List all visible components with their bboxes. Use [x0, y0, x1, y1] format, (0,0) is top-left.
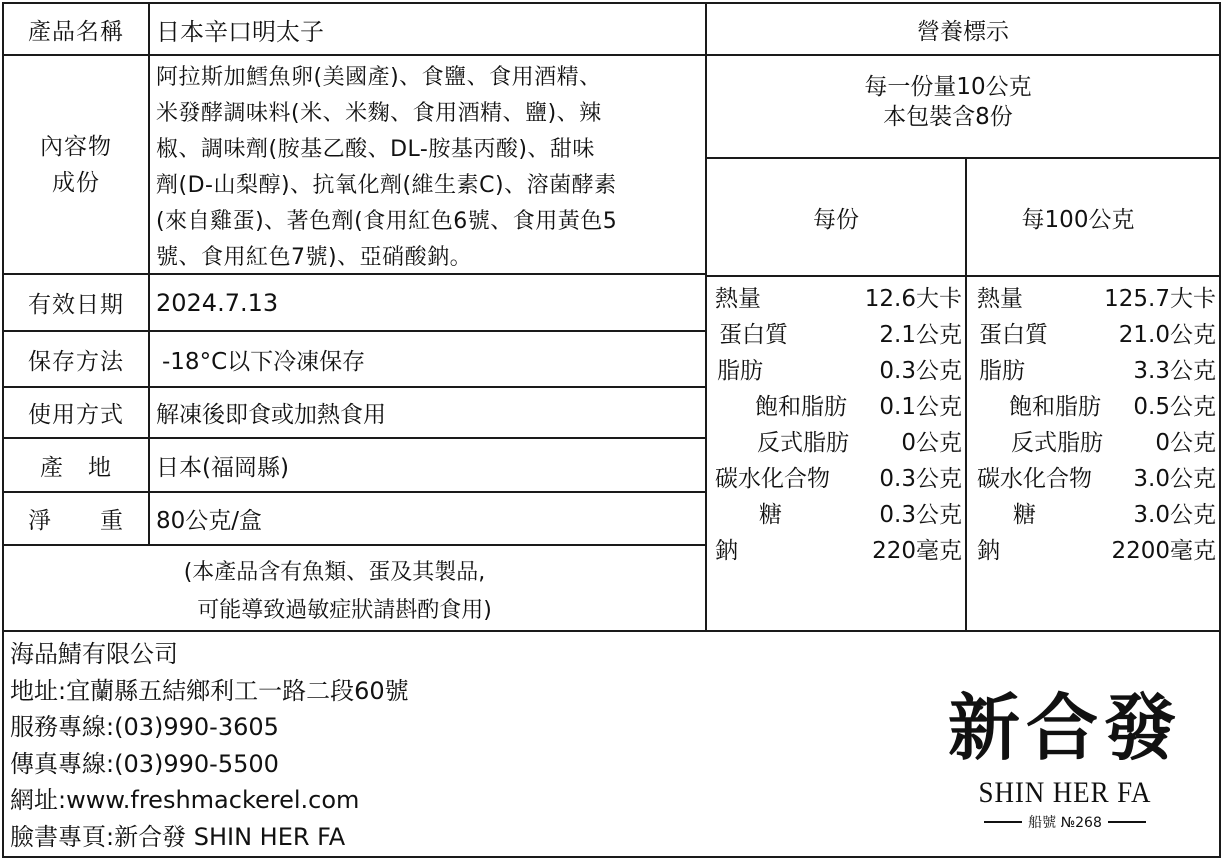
nutrient-row [707, 277, 965, 313]
allergy-note [4, 546, 705, 630]
nutrient-value: 0.1公克 [879, 394, 962, 420]
brand-logo [930, 682, 1200, 842]
logo-english: SHIN HER FA [978, 776, 1152, 809]
nutrient-value: 2.1公克 [879, 322, 962, 348]
nutrient-label: 反式脂肪 [757, 430, 849, 456]
ingredients-label-line: 成份 [52, 169, 100, 196]
nutrient-row [967, 349, 1219, 385]
nutrient-label: 蛋白質 [979, 322, 1048, 348]
nutrient-label: 熱量 [977, 286, 1023, 312]
nutrient-row [707, 421, 965, 457]
fax-number: 傳真專線:(03)990-5500 [10, 749, 279, 778]
ingredients-line: 劑(D-山梨醇)、抗氧化劑(維生素C)、溶菌酵素 [156, 173, 617, 198]
nutrient-label: 碳水化合物 [715, 466, 830, 492]
nutrient-value: 0.3公克 [879, 466, 962, 492]
nutrient-label: 熱量 [715, 286, 761, 312]
nutrient-value: 21.0公克 [1118, 322, 1216, 348]
nutrient-label: 脂肪 [979, 358, 1025, 384]
nutrient-value: 12.6大卡 [864, 286, 962, 312]
nutrient-label: 糖 [759, 502, 782, 528]
nutrient-row [707, 313, 965, 349]
ingredients-line: 椒、調味劑(胺基乙酸、DL-胺基丙酸)、甜味 [156, 137, 595, 162]
logo-subtitle [930, 812, 1200, 832]
nutrient-label: 碳水化合物 [977, 466, 1092, 492]
ingredients-text [150, 56, 705, 273]
allergy-line: (本產品含有魚類、蛋及其製品, [183, 560, 486, 585]
company-info [4, 632, 904, 856]
allergy-line: 可能導致過敏症狀請斟酌食用) [197, 598, 492, 623]
ingredients-line: (來自雞蛋)、著色劑(食用紅色6號、食用黃色5 [156, 209, 618, 234]
nutrient-row [967, 457, 1219, 493]
product-name-label: 產品名稱 [28, 18, 124, 45]
nutrient-row [707, 385, 965, 421]
logo-rule [1108, 821, 1146, 823]
nutrient-label: 鈉 [715, 538, 738, 564]
usage-value: 解凍後即食或加熱食用 [156, 402, 386, 428]
nutrient-row [967, 277, 1219, 313]
nutrient-row [967, 493, 1219, 529]
nutrient-row [707, 349, 965, 385]
nutrient-value: 125.7大卡 [1104, 286, 1216, 312]
ingredients-label-line: 內容物 [40, 133, 112, 160]
nutrient-value: 0.3公克 [879, 358, 962, 384]
nutrient-label: 脂肪 [717, 358, 763, 384]
nutrient-value: 3.0公克 [1133, 466, 1216, 492]
nutrient-label: 飽和脂肪 [1009, 394, 1101, 420]
company-address: 地址:宜蘭縣五結鄉利工一路二段60號 [10, 676, 409, 705]
nutrient-value: 3.0公克 [1133, 502, 1216, 528]
weight-label: 淨 重 [28, 508, 124, 534]
col-per-100g: 每100公克 [1021, 206, 1135, 233]
nutrient-label: 鈉 [977, 538, 1000, 564]
expiry-value: 2024.7.13 [156, 288, 279, 317]
storage-value: -18°C以下冷凍保存 [162, 348, 366, 375]
ingredients-label [4, 56, 148, 273]
nutrient-row [707, 529, 965, 565]
nutrient-value: 2200毫克 [1111, 538, 1216, 564]
nutrient-value: 0公克 [1155, 430, 1216, 456]
per-serving-table [707, 277, 965, 630]
nutrient-value: 0公克 [901, 430, 962, 456]
ingredients-line: 米發酵調味料(米、米麴、食用酒精、鹽)、辣 [156, 101, 602, 126]
nutrient-value: 0.3公克 [879, 502, 962, 528]
col-per-serving: 每份 [813, 206, 859, 233]
facebook-page: 臉書專頁:新合發 SHIN HER FA [10, 822, 346, 851]
nutrient-label: 反式脂肪 [1011, 430, 1103, 456]
nutrient-value: 220毫克 [872, 538, 962, 564]
serving-info [707, 56, 1219, 157]
logo-rule [984, 821, 1022, 823]
nutrient-row [967, 313, 1219, 349]
nutrient-label: 飽和脂肪 [755, 394, 847, 420]
nutrient-row [707, 493, 965, 529]
storage-label: 保存方法 [28, 348, 124, 375]
nutrient-row [967, 529, 1219, 565]
weight-value: 80公克/盒 [156, 508, 263, 534]
servings-per-pack: 本包裝含8份 [883, 104, 1013, 130]
per-100g-table [967, 277, 1219, 630]
logo-chinese: 新合發 [947, 685, 1182, 770]
serving-size: 每一份量10公克 [864, 74, 1032, 100]
nutrient-label: 蛋白質 [719, 322, 788, 348]
company-name: 海品鯖有限公司 [10, 640, 178, 668]
ingredients-line: 號、食用紅色7號)、亞硝酸鈉。 [156, 245, 473, 270]
nutrient-value: 3.3公克 [1133, 358, 1216, 384]
service-phone: 服務專線:(03)990-3605 [10, 713, 279, 741]
ingredients-line: 阿拉斯加鱈魚卵(美國產)、食鹽、食用酒精、 [156, 65, 602, 90]
nutrient-row [967, 421, 1219, 457]
logo-boat-number: 船號 №268 [1028, 815, 1102, 831]
nutrient-row [707, 457, 965, 493]
website-link: 網址:www.freshmackerel.com [10, 786, 360, 814]
nutrient-label: 糖 [1013, 502, 1036, 528]
nutrient-row [967, 385, 1219, 421]
usage-label: 使用方式 [28, 402, 124, 428]
origin-value: 日本(福岡縣) [156, 454, 289, 481]
product-name-value: 日本辛口明太子 [156, 17, 324, 46]
nutrition-title: 營養標示 [917, 18, 1009, 45]
origin-label: 產 地 [40, 454, 112, 481]
expiry-label: 有效日期 [28, 292, 124, 318]
nutrient-value: 0.5公克 [1133, 394, 1216, 420]
